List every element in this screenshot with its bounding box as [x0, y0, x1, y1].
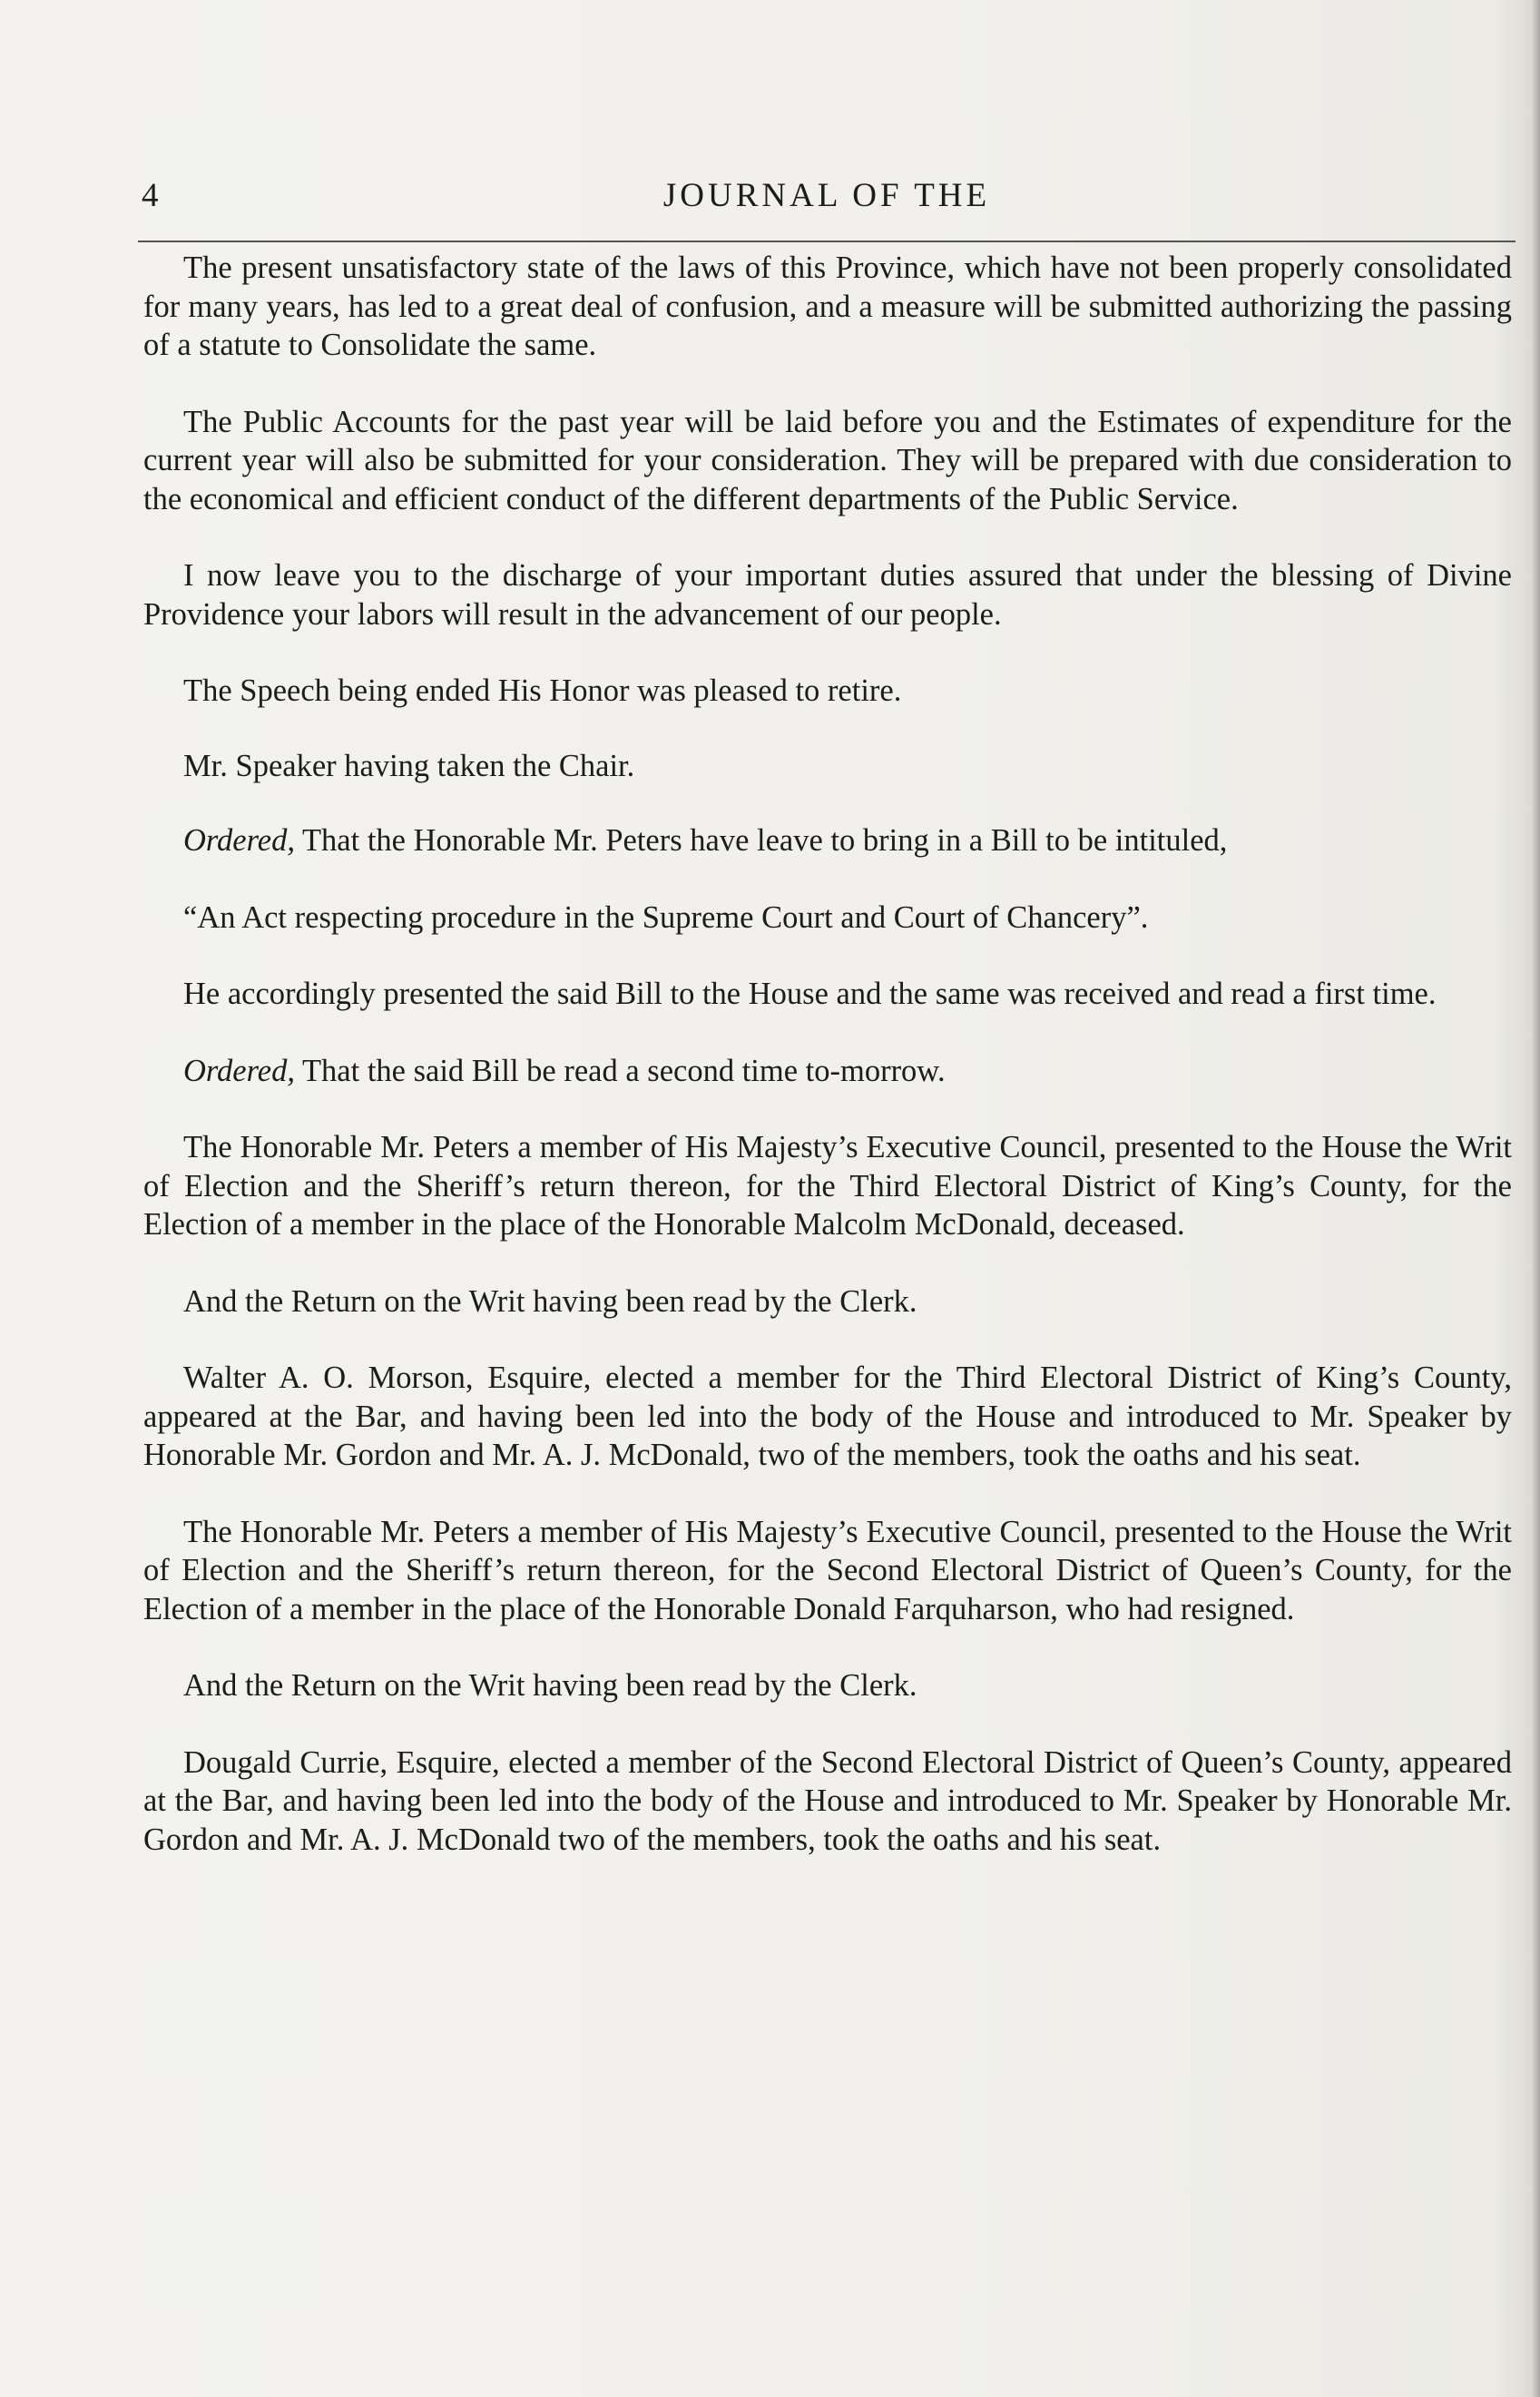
paragraph-text: The Honorable Mr. Peters a member of His Majesty’s Executive Council, presented to the House the Writ of Election and the Sheriff’s return thereon, for the Third Electoral District of King’s County, for the Election of a member in the place of the Honorable Malcolm McDonald, deceased. — [143, 1130, 1512, 1242]
paragraph-speaker-chair — [143, 747, 1512, 786]
ordered-lead: Ordered, — [183, 823, 295, 858]
paragraph-morson-elected — [143, 1359, 1512, 1475]
paragraph-text: Mr. Speaker having taken the Chair. — [183, 748, 635, 783]
paragraph-text: The Public Accounts for the past year will be laid before you and the Estimates of expenditure for the current year will also be submitted for your consideration. They will be prepared with due consideration to the economical and efficient conduct of the different departments of the Public Service. — [143, 404, 1512, 516]
paragraph-text: That the said Bill be read a second time to-morrow. — [294, 1053, 946, 1088]
page-number: 4 — [142, 177, 159, 214]
paragraph-ordered-bill — [143, 821, 1512, 860]
ordered-lead: Ordered, — [183, 1053, 295, 1088]
paragraph-text: Walter A. O. Morson, Esquire, elected a member for the Third Electoral District of King’s County, appeared at the Bar, and having been led into the body of the House and introduced to Mr. Speaker by Honorable Mr. Gordon and Mr. A. J. McDonald, two of the members, took the oaths and his seat. — [143, 1361, 1512, 1472]
paragraph-text: “An Act respecting procedure in the Supreme Court and Court of Chancery”. — [183, 899, 1149, 935]
paragraph-consolidation — [143, 249, 1512, 365]
paragraph-speech-ended — [143, 672, 1512, 711]
paragraph-ordered-second-reading — [143, 1052, 1512, 1091]
paragraph-text: The Speech being ended His Honor was pleased to retire. — [183, 673, 902, 708]
paragraph-act-title — [143, 899, 1512, 938]
paragraph-text: That the Honorable Mr. Peters have leave to bring in a Bill to be intituled, — [294, 823, 1228, 858]
paragraph-closing-speech — [143, 556, 1512, 634]
paragraph-writ-kings — [143, 1128, 1512, 1244]
running-head: JOURNAL OF THE — [662, 177, 991, 214]
paragraph-text: The Honorable Mr. Peters a member of His Majesty’s Executive Council, presented to the House the Writ of Election and the Sheriff’s return thereon, for the Second Electoral District of Queen’s County, for the Election of a member in the place of the Honorable Donald Farquharson, who had resigned. — [143, 1514, 1512, 1626]
header-rule — [138, 241, 1515, 242]
paragraph-text: I now leave you to the discharge of your important duties assured that under the blessing of Divine Providence your labors will result in the advancement of our people. — [143, 558, 1512, 632]
paragraph-text: The present unsatisfactory state of the laws of this Province, which have not been properly consolidated for many years, has led to a great deal of confusion, and a measure will be submitted authorizing the passing of a statute to Consolidate the same. — [143, 251, 1512, 362]
paragraph-writ-queens — [143, 1513, 1512, 1629]
paragraph-text: Dougald Currie, Esquire, elected a member of the Second Electoral District of Queen’s County, appeared at the Bar, and having been led into the body of the House and introduced to Mr. Speaker by Honorable Mr. Gordon and Mr. A. J. McDonald two of the members, took the oaths and his seat. — [143, 1744, 1512, 1857]
paragraph-bill-presented — [143, 975, 1512, 1014]
paragraph-currie-elected — [143, 1744, 1512, 1860]
paragraph-public-accounts — [143, 403, 1512, 519]
paragraph-text: And the Return on the Writ having been read by the Clerk. — [183, 1668, 917, 1703]
page-body — [143, 249, 1512, 1897]
page-edge-shadow — [1531, 0, 1540, 2397]
page-header — [138, 169, 1515, 223]
paragraph-text: And the Return on the Writ having been read by the Clerk. — [183, 1283, 917, 1319]
paragraph-return-read-2 — [143, 1666, 1512, 1705]
paragraph-text: He accordingly presented the said Bill to the House and the same was received and read a first time. — [183, 977, 1437, 1011]
paragraph-return-read-1 — [143, 1282, 1512, 1321]
